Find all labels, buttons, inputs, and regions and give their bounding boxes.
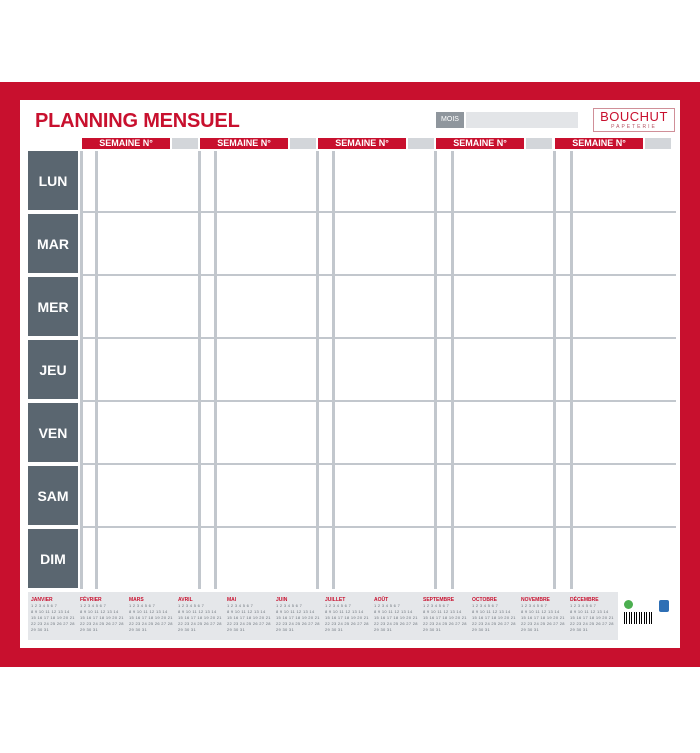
grid-column-divider: [80, 151, 83, 589]
calendar-week: 29 30 31: [521, 627, 539, 632]
calendar-month: JUIN: [276, 597, 288, 603]
week-label: SEMAINE N°: [436, 138, 524, 149]
grid-column-divider: [198, 151, 201, 589]
calendar-week: 8 9 10 11 12 13 14: [227, 609, 266, 614]
grid-row-divider: [82, 526, 676, 528]
calendar-week: 15 16 17 18 19 20 21: [31, 615, 75, 620]
week-label: SEMAINE N°: [318, 138, 406, 149]
week-label: SEMAINE N°: [555, 138, 643, 149]
week-header-2: [200, 138, 316, 149]
brand-subtitle: PAPETERIE: [611, 124, 657, 130]
calendar-week: 29 30 31: [325, 627, 343, 632]
calendar-month: NOVEMBRE: [521, 597, 550, 603]
month-field[interactable]: [466, 112, 578, 128]
calendar-week: 15 16 17 18 19 20 21: [570, 615, 614, 620]
calendar-week: 1 2 3 4 5 6 7: [178, 603, 205, 608]
calendar-week: 8 9 10 11 12 13 14: [570, 609, 609, 614]
grid-column-divider: [434, 151, 437, 589]
calendar-week: 15 16 17 18 19 20 21: [325, 615, 369, 620]
week-header-5: [555, 138, 671, 149]
calendar-week: 22 23 24 25 26 27 28: [31, 621, 75, 626]
calendar-week: 8 9 10 11 12 13 14: [129, 609, 168, 614]
calendar-week: 22 23 24 25 26 27 28: [423, 621, 467, 626]
calendar-week: 8 9 10 11 12 13 14: [472, 609, 511, 614]
barcode-icon: [624, 612, 654, 624]
calendar-week: 22 23 24 25 26 27 28: [227, 621, 271, 626]
calendar-week: 22 23 24 25 26 27 28: [80, 621, 124, 626]
calendar-week: 15 16 17 18 19 20 21: [423, 615, 467, 620]
calendar-month: SEPTEMBRE: [423, 597, 455, 603]
calendar-week: 8 9 10 11 12 13 14: [31, 609, 70, 614]
calendar-week: 15 16 17 18 19 20 21: [374, 615, 418, 620]
calendar-week: 1 2 3 4 5 6 7: [374, 603, 401, 608]
brand-name: BOUCHUT: [600, 109, 668, 124]
calendar-month: FÉVRIER: [80, 597, 102, 603]
calendar-week: 1 2 3 4 5 6 7: [472, 603, 499, 608]
day-tab-sam: SAM: [28, 466, 78, 525]
calendar-week: 29 30 31: [423, 627, 441, 632]
calendar-week: 22 23 24 25 26 27 28: [276, 621, 320, 626]
eco-label-icon: [624, 600, 633, 609]
calendar-week: 22 23 24 25 26 27 28: [521, 621, 565, 626]
grid-row-divider: [82, 211, 676, 213]
week-header-3: [318, 138, 434, 149]
calendar-week: 29 30 31: [227, 627, 245, 632]
grid-row-divider: [82, 463, 676, 465]
calendar-week: 1 2 3 4 5 6 7: [423, 603, 450, 608]
calendar-week: 8 9 10 11 12 13 14: [521, 609, 560, 614]
grid-column-divider: [553, 151, 556, 589]
calendar-week: 8 9 10 11 12 13 14: [178, 609, 217, 614]
week-number-field[interactable]: [172, 138, 198, 149]
calendar-week: 15 16 17 18 19 20 21: [80, 615, 124, 620]
calendar-week: 1 2 3 4 5 6 7: [570, 603, 597, 608]
brand-logo: [593, 108, 675, 132]
calendar-week: 22 23 24 25 26 27 28: [374, 621, 418, 626]
calendar-week: 15 16 17 18 19 20 21: [521, 615, 565, 620]
calendar-week: 1 2 3 4 5 6 7: [227, 603, 254, 608]
calendar-week: 15 16 17 18 19 20 21: [276, 615, 320, 620]
calendar-week: 22 23 24 25 26 27 28: [129, 621, 173, 626]
grid-column-divider: [570, 151, 573, 589]
week-label: SEMAINE N°: [200, 138, 288, 149]
calendar-week: 22 23 24 25 26 27 28: [570, 621, 614, 626]
calendar-week: 29 30 31: [129, 627, 147, 632]
calendar-week: 8 9 10 11 12 13 14: [374, 609, 413, 614]
calendar-week: 1 2 3 4 5 6 7: [521, 603, 548, 608]
day-tab-lun: LUN: [28, 151, 78, 210]
planning-sheet: [20, 100, 680, 648]
calendar-week: 22 23 24 25 26 27 28: [178, 621, 222, 626]
calendar-week: 29 30 31: [31, 627, 49, 632]
calendar-week: 8 9 10 11 12 13 14: [325, 609, 364, 614]
grid-column-divider: [316, 151, 319, 589]
calendar-week: 29 30 31: [178, 627, 196, 632]
calendar-week: 15 16 17 18 19 20 21: [178, 615, 222, 620]
grid-row-divider: [82, 337, 676, 339]
grid-row-divider: [82, 274, 676, 276]
calendar-week: 29 30 31: [374, 627, 392, 632]
week-number-field[interactable]: [526, 138, 552, 149]
calendar-week: 22 23 24 25 26 27 28: [472, 621, 516, 626]
calendar-week: 8 9 10 11 12 13 14: [423, 609, 462, 614]
grid-column-divider: [451, 151, 454, 589]
day-tab-dim: DIM: [28, 529, 78, 588]
calendar-week: 15 16 17 18 19 20 21: [129, 615, 173, 620]
calendar-month: MARS: [129, 597, 144, 603]
day-tab-mer: MER: [28, 277, 78, 336]
week-number-field[interactable]: [645, 138, 671, 149]
week-header-1: [82, 138, 198, 149]
page-title: PLANNING MENSUEL: [35, 110, 240, 132]
calendar-week: 15 16 17 18 19 20 21: [227, 615, 271, 620]
grid-column-divider: [95, 151, 98, 589]
recycle-logo-icon: [659, 600, 669, 612]
calendar-month: MAI: [227, 597, 237, 603]
calendar-week: 1 2 3 4 5 6 7: [80, 603, 107, 608]
grid-column-divider: [332, 151, 335, 589]
calendar-month: JUILLET: [325, 597, 346, 603]
calendar-month: AVRIL: [178, 597, 193, 603]
calendar-week: 1 2 3 4 5 6 7: [325, 603, 352, 608]
calendar-week: 8 9 10 11 12 13 14: [80, 609, 119, 614]
calendar-month: AOÛT: [374, 597, 389, 603]
grid-row-divider: [82, 400, 676, 402]
calendar-week: 8 9 10 11 12 13 14: [276, 609, 315, 614]
calendar-week: 22 23 24 25 26 27 28: [325, 621, 369, 626]
day-tab-mar: MAR: [28, 214, 78, 273]
day-tab-jeu: JEU: [28, 340, 78, 399]
month-label: MOIS: [436, 112, 464, 128]
week-number-field[interactable]: [290, 138, 316, 149]
calendar-week: 1 2 3 4 5 6 7: [129, 603, 156, 608]
week-header-4: [436, 138, 552, 149]
day-tab-ven: VEN: [28, 403, 78, 462]
calendar-month: OCTOBRE: [472, 597, 497, 603]
calendar-week: 15 16 17 18 19 20 21: [472, 615, 516, 620]
calendar-month: JANVIER: [31, 597, 53, 603]
calendar-week: 29 30 31: [570, 627, 588, 632]
calendar-week: 29 30 31: [472, 627, 490, 632]
week-number-field[interactable]: [408, 138, 434, 149]
week-label: SEMAINE N°: [82, 138, 170, 149]
grid-column-divider: [214, 151, 217, 589]
calendar-month: DÉCEMBRE: [570, 597, 599, 603]
calendar-week: 1 2 3 4 5 6 7: [276, 603, 303, 608]
calendar-week: 29 30 31: [80, 627, 98, 632]
calendar-week: 29 30 31: [276, 627, 294, 632]
calendar-week: 1 2 3 4 5 6 7: [31, 603, 58, 608]
